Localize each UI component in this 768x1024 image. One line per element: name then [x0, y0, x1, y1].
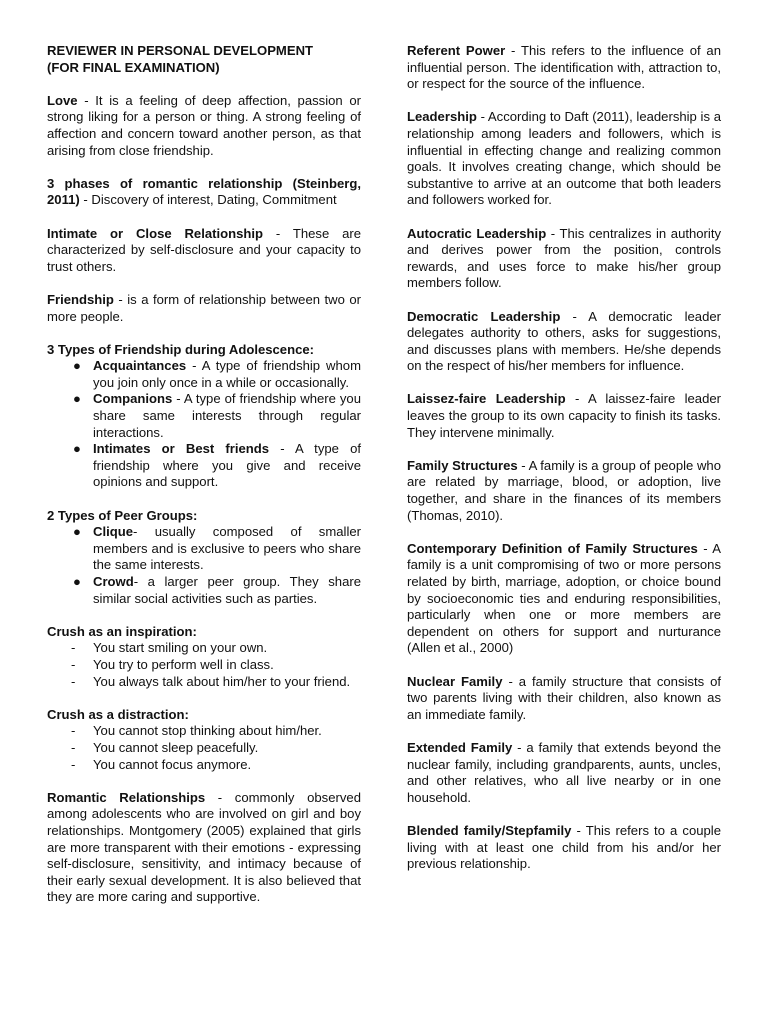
definition-intimate-relationship — [47, 226, 361, 276]
section-heading-friendship-types: 3 Types of Friendship during Adolescence: — [47, 341, 315, 357]
definition-contemporary-family — [407, 541, 721, 657]
document-title — [47, 43, 361, 76]
term: Clique — [93, 524, 134, 540]
term: Referent Power — [407, 43, 506, 58]
list-item — [47, 358, 361, 391]
left-column — [47, 43, 361, 922]
term: Love — [47, 92, 78, 108]
list-item — [47, 524, 361, 574]
term: Acquaintances — [93, 358, 187, 374]
crush-distraction-list — [47, 723, 361, 773]
bullet-icon: ● — [73, 441, 81, 457]
definition-extended-family — [407, 740, 721, 806]
term: Nuclear Family — [407, 673, 503, 689]
peer-groups-list — [47, 524, 361, 607]
definition-romantic-phases — [47, 176, 361, 209]
term: 3 phases of romantic relationship (Steinberg, 2011) — [47, 175, 361, 208]
list-item — [47, 441, 361, 491]
crush-inspiration-list — [47, 640, 361, 690]
definition-laissez-faire-leadership — [407, 391, 721, 441]
item-text: - usually composed of smaller members and is exclusive to peers who share the same interests. — [93, 524, 361, 573]
list-item: - You cannot sleep peacefully. — [71, 739, 259, 755]
list-item: - You cannot focus anymore. — [71, 756, 252, 772]
definition-democratic-leadership — [407, 309, 721, 375]
definition-text: - According to Daft (2011), leadership is a relationship among leaders and followers, which is influential in effecting change and realizing common goals. It involves creating change, which should be substantive to arrive at an outcome that both leaders and followers worked for. — [407, 109, 721, 208]
dash-icon: - — [71, 756, 76, 772]
bullet-icon: ● — [73, 574, 81, 589]
term: Contemporary Definition of Family Structures — [407, 540, 698, 556]
section-heading-crush-distraction: Crush as a distraction: — [47, 706, 189, 722]
definition-text: - a family structure that consists of two parents living with their children, also known as an immediate family. — [407, 673, 722, 722]
list-item: - You start smiling on your own. — [71, 640, 268, 656]
definition-text: - a family that extends beyond the nuclear family, including grandparents, aunts, uncles, and other relatives, who all live nearby or in one household. — [407, 739, 721, 805]
list-item: - You always talk about him/her to your friend. — [71, 673, 351, 689]
bullet-icon: ● — [73, 358, 81, 374]
term: Laissez-faire Leadership — [407, 391, 566, 407]
dash-icon: - — [71, 656, 76, 672]
definition-autocratic-leadership — [407, 226, 721, 292]
definition-text: - This refers to the influence of an influential person. The identification with, attraction to, or respect for the source of the influence. — [407, 43, 721, 92]
definition-text: - Discovery of interest, Dating, Commitment — [79, 192, 337, 208]
right-column — [407, 43, 721, 889]
dash-icon: - — [71, 739, 76, 755]
definition-text: - It is a feeling of deep affection, passion or strong liking for a person or thing. A strong feeling of affection and concern toward another person, as that arising from close friendship. — [47, 92, 361, 158]
term: Intimate or Close Relationship — [47, 225, 264, 241]
title-line-1: REVIEWER IN PERSONAL DEVELOPMENT — [47, 43, 314, 58]
item-text: - A type of friendship where you share same interests through regular interactions. — [93, 391, 361, 440]
definition-friendship — [47, 292, 361, 325]
term: Democratic Leadership — [407, 308, 561, 324]
term: Blended family/Stepfamily — [407, 822, 572, 838]
list-item: - You try to perform well in class. — [71, 656, 274, 672]
bullet-icon: ● — [73, 524, 81, 540]
item-text: - A type of friendship whom you join only once in a while or occasionally. — [93, 358, 361, 390]
term: Extended Family — [407, 739, 513, 755]
definition-romantic-relationships — [47, 790, 361, 906]
dash-icon: - — [71, 723, 76, 739]
definition-text: - A democratic leader delegates authority to others, asks for suggestions, and discusses plans with members. He/she depends on the respect of his/her members for influence. — [407, 308, 721, 374]
section-heading-crush-inspiration: Crush as an inspiration: — [47, 623, 197, 639]
definition-text: - A family is a unit compromising of two or more persons related by birth, marriage, adoption, or choice bound by socioeconomic ties and enduring responsibilities, particularly when one or more members are dependent on others for support and nurturance (Allen et al., 2000) — [407, 540, 721, 656]
definition-nuclear-family — [407, 674, 721, 724]
term: Romantic Relationships — [47, 789, 206, 805]
definition-love — [47, 93, 361, 159]
definition-text: - commonly observed among adolescents who are involved on girl and boy relationships. Montgomery (2005) explained that girls are more transparent with their emotions - expressing self-disclosure, sensitivity, and intimacy because of their early sexual development. It is also believed that they are more caring and supportive. — [47, 789, 361, 905]
definition-text: - A family is a group of people who are related by marriage, blood, or adoption, live together, and share in the finances of its members (Thomas, 2010). — [407, 457, 721, 523]
dash-icon: - — [71, 673, 76, 689]
dash-icon: - — [71, 640, 76, 656]
list-item: - You cannot stop thinking about him/her. — [71, 723, 322, 739]
item-text: - A type of friendship where you give and receive opinions and support. — [93, 441, 362, 490]
term: Friendship — [47, 291, 114, 307]
definition-text: - is a form of relationship between two or more people. — [47, 291, 361, 324]
list-item — [47, 574, 361, 607]
section-heading-peer-groups: 2 Types of Peer Groups: — [47, 507, 198, 523]
title-line-2: (FOR FINAL EXAMINATION) — [47, 59, 220, 75]
term: Autocratic Leadership — [407, 225, 547, 241]
definition-text: - This centralizes in authority and derives power from the position, controls rewards, and uses force to make his/her group members follow. — [407, 225, 722, 291]
bullet-icon: ● — [73, 391, 81, 407]
item-text: - a larger peer group. They share similar social activities such as parties. — [93, 574, 361, 606]
friendship-types-list — [47, 358, 361, 491]
definition-text: - A laissez-faire leader leaves the group to its own capacity to finish its tasks. They intervene minimally. — [407, 391, 722, 440]
definition-leadership — [407, 109, 721, 209]
definition-text: - These are characterized by self-disclosure and your capacity to trust others. — [47, 225, 362, 274]
definition-blended-family — [407, 823, 721, 873]
term: Companions — [93, 391, 173, 407]
list-item — [47, 391, 361, 441]
definition-text: - This refers to a couple living with at least one child from his and/or her previous relationship. — [407, 822, 721, 872]
definition-referent-power — [407, 43, 721, 93]
term: Crowd — [93, 574, 134, 589]
term: Intimates or Best friends — [93, 441, 270, 457]
term: Leadership — [407, 109, 477, 125]
definition-family-structures — [407, 458, 721, 524]
term: Family Structures — [407, 457, 518, 473]
